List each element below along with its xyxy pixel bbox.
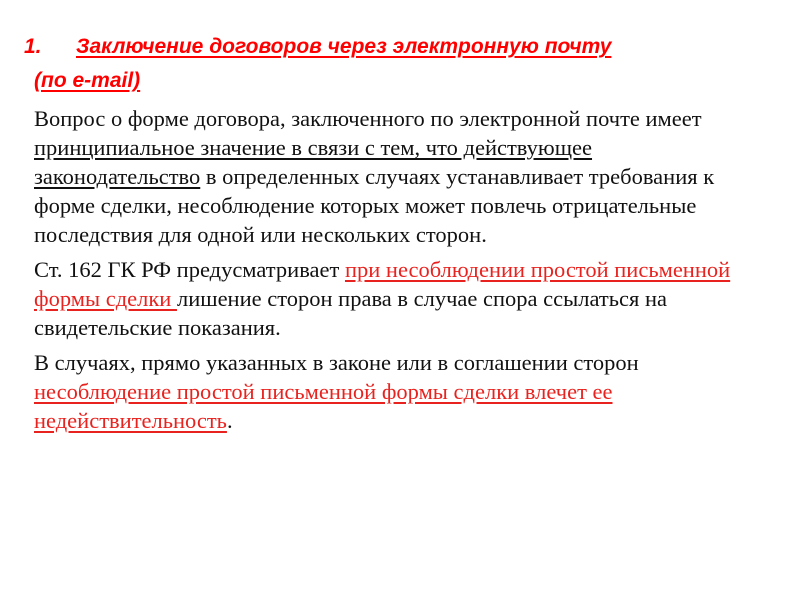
paragraph-1-text-a: Вопрос о форме договора, заключенного по электронной почте имеет <box>34 106 702 131</box>
paragraph-1-underlined: принципиальное значение в связи с тем, что действующее законодательство <box>34 135 593 189</box>
slide-body <box>34 104 754 441</box>
paragraph-1-text-b: в определенных случаях устанавливает требования к форме сделки, несоблюдение которых может повлечь отрицательные последствия для одной или нескольких сторон. <box>34 164 715 247</box>
paragraph-2-text-a: Ст. 162 ГК РФ предусматривает <box>34 257 345 282</box>
paragraph-3-highlight: несоблюдение простой письменной формы сделки влечет ее недействительность <box>34 379 613 433</box>
title-line-1: Заключение договоров через электронную почту <box>76 35 612 58</box>
paragraph-3 <box>34 348 754 435</box>
title-number: 1. <box>24 35 42 58</box>
paragraph-2-highlight: при несоблюдении простой письменной формы сделки <box>34 257 731 311</box>
paragraph-2-text-b: лишение сторон права в случае спора ссылаться на свидетельские показания. <box>34 286 667 340</box>
paragraph-2 <box>34 255 754 342</box>
title-line-2: (по e-mail) <box>34 69 141 92</box>
paragraph-3-text-b: . <box>226 408 233 433</box>
paragraph-1 <box>34 104 754 249</box>
slide-title <box>24 30 764 98</box>
paragraph-3-text-a: В случаях, прямо указанных в законе или в соглашении сторон <box>34 350 639 375</box>
